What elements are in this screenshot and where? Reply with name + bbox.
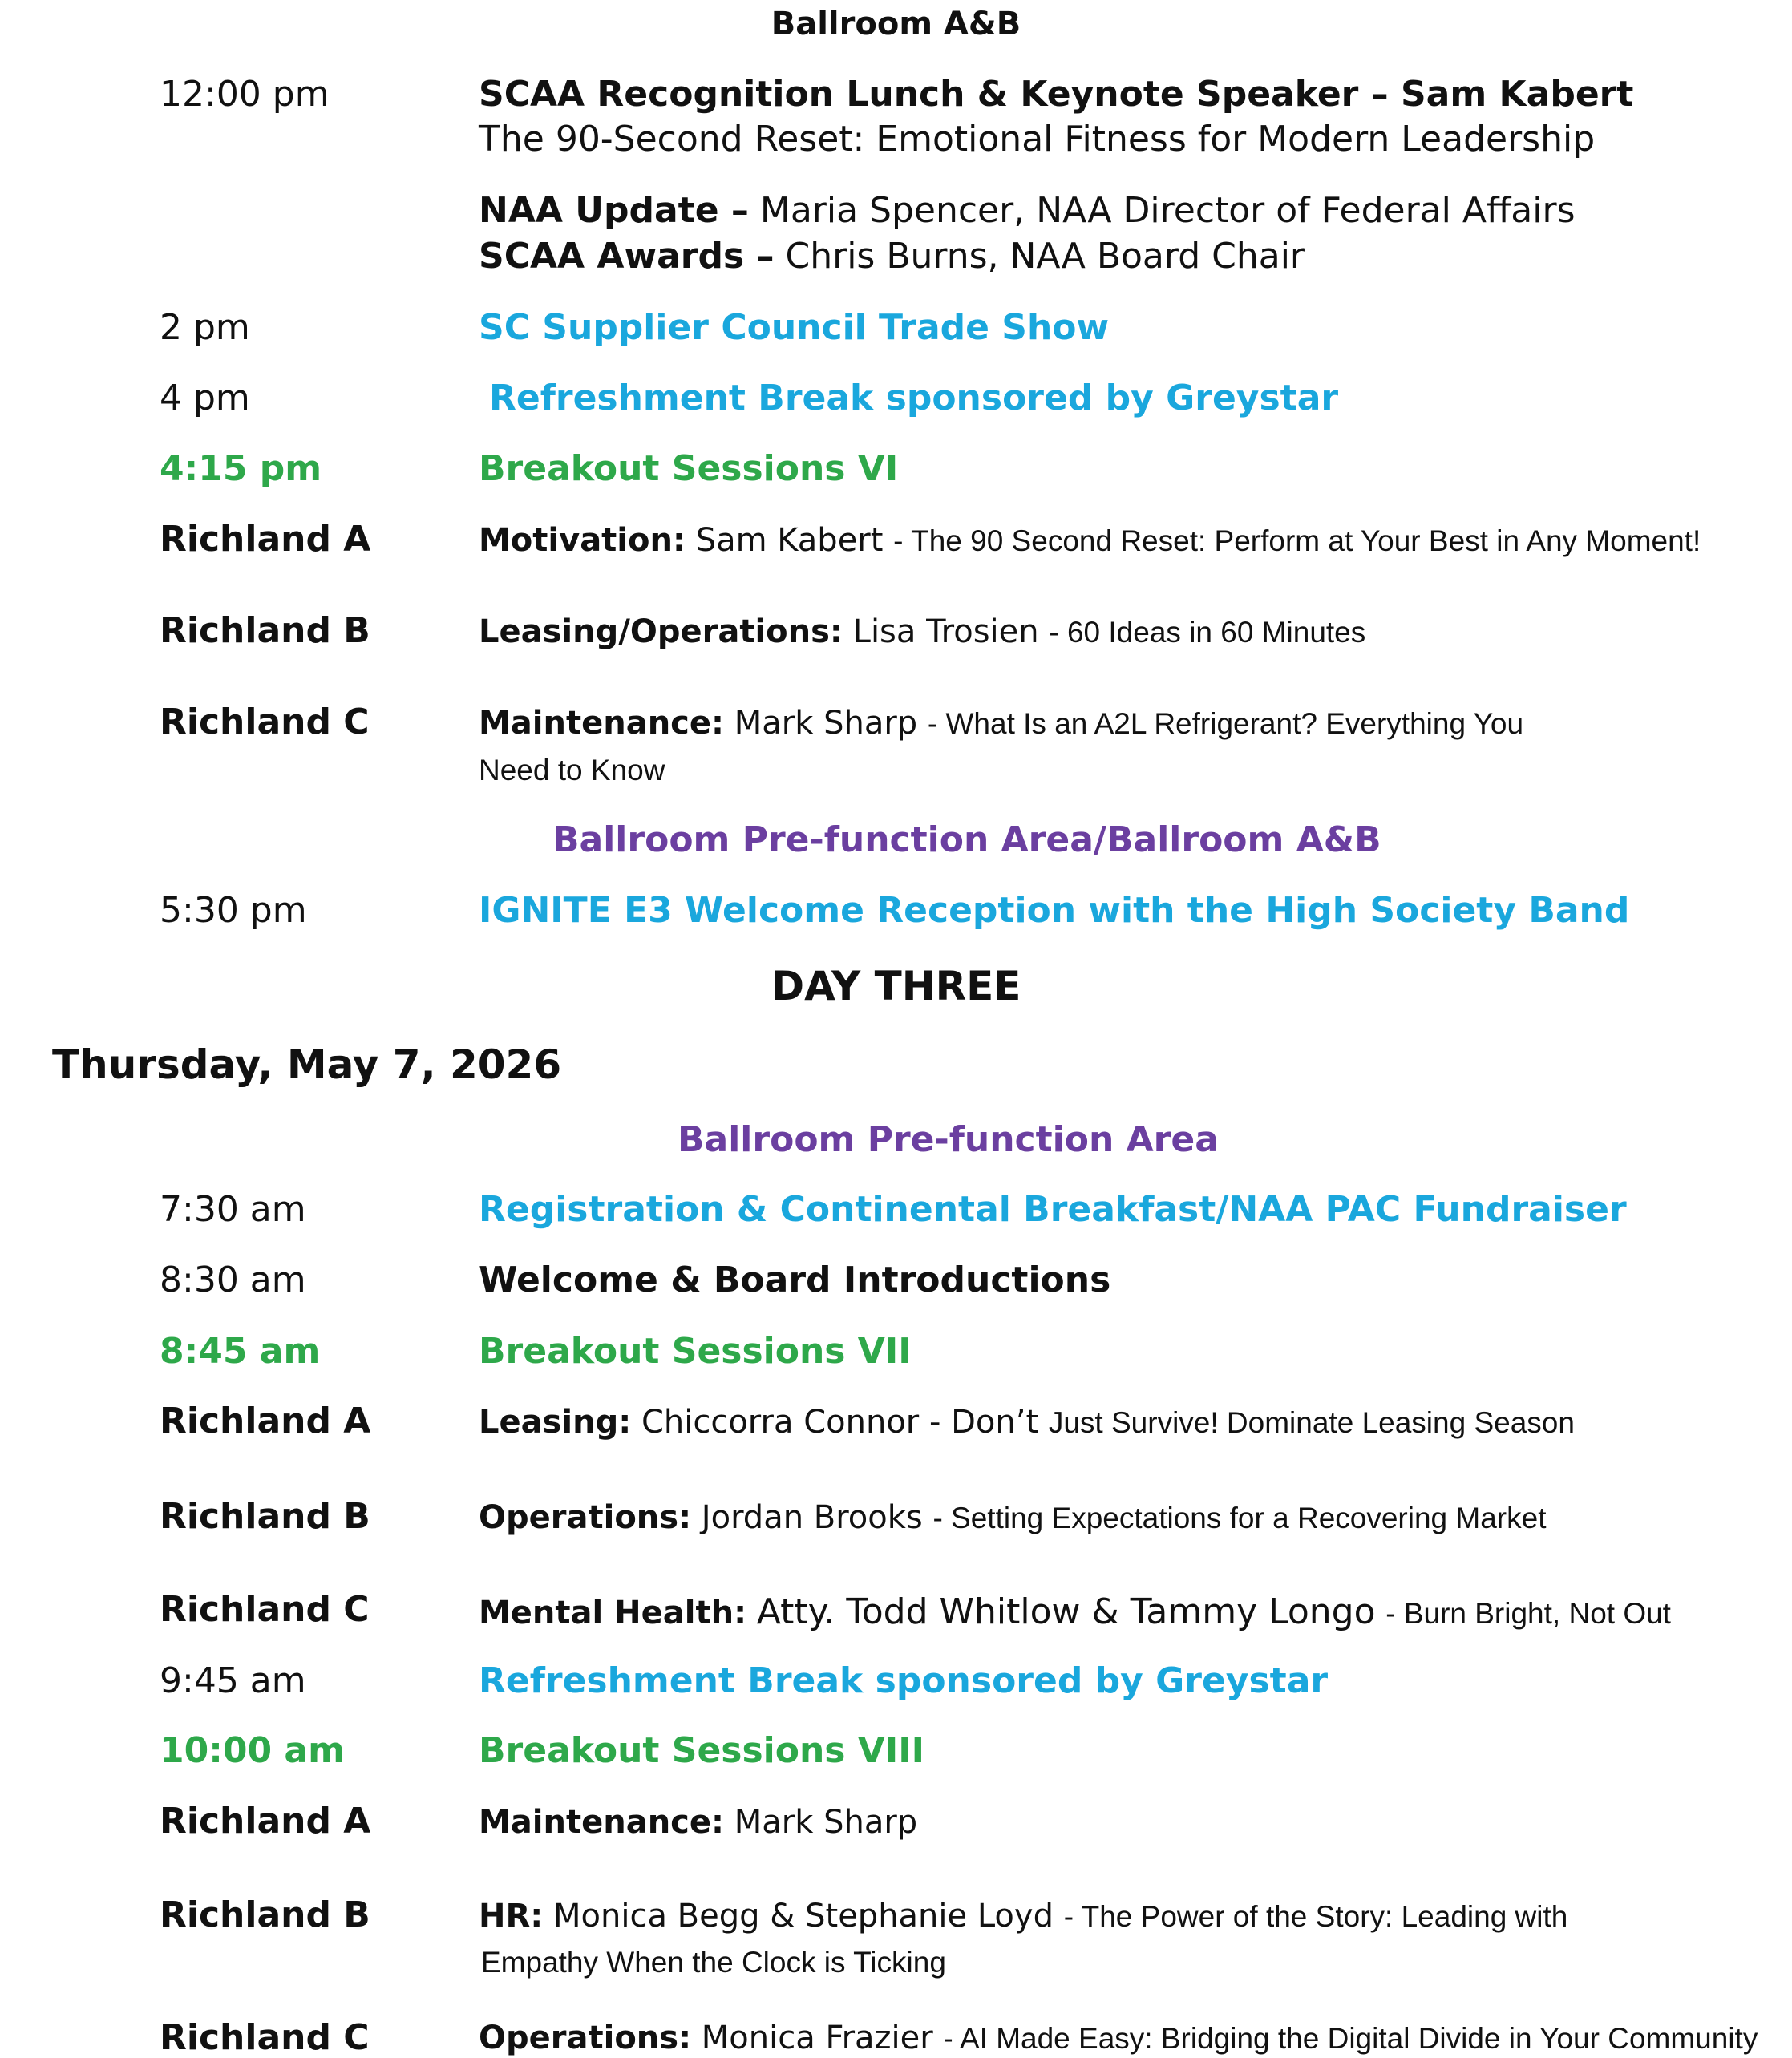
session-speaker: Mark Sharp bbox=[734, 1804, 918, 1841]
time-break-2: 9:45 am bbox=[160, 1660, 306, 1701]
session-speaker: Jordan Brooks bbox=[701, 1499, 923, 1536]
session-detail bbox=[479, 705, 1524, 742]
room-label: Richland B bbox=[160, 1496, 370, 1537]
break-2-title: Refreshment Break sponsored by Greystar bbox=[479, 1660, 1329, 1701]
time-sessions-7: 8:45 am bbox=[160, 1331, 321, 1372]
sessions-6-title: Breakout Sessions VI bbox=[479, 448, 899, 489]
session-speaker: Monica Begg & Stephanie Loyd bbox=[553, 1898, 1054, 1935]
session-topic: - Burn Bright, Not Out bbox=[1385, 1597, 1671, 1630]
time-reception: 5:30 pm bbox=[160, 890, 307, 931]
session-topic: Just Survive! Dominate Leasing Season bbox=[1048, 1406, 1575, 1439]
session-topic: - AI Made Easy: Bridging the Digital Divide in Your Community bbox=[943, 2022, 1758, 2055]
naa-update-label: NAA Update – bbox=[479, 190, 749, 231]
session-topic: - The Power of the Story: Leading with bbox=[1063, 1900, 1568, 1933]
room-label: Richland C bbox=[160, 2017, 370, 2058]
time-sessions-8: 10:00 am bbox=[160, 1730, 345, 1771]
scaa-awards-label: SCAA Awards – bbox=[479, 236, 775, 277]
session-topic-continued: Need to Know bbox=[479, 754, 665, 786]
session-category: Operations: bbox=[479, 1499, 692, 1536]
registration-title: Registration & Continental Breakfast/NAA PAC Fundraiser bbox=[479, 1189, 1627, 1230]
session-category: Leasing/Operations: bbox=[479, 613, 843, 650]
welcome-title: Welcome & Board Introductions bbox=[479, 1259, 1111, 1300]
venue-heading-prefunction-ballroom: Ballroom Pre-function Area/Ballroom A&B bbox=[552, 819, 1381, 860]
session-topic: - Setting Expectations for a Recovering Market bbox=[932, 1502, 1547, 1534]
session-speaker: Lisa Trosien bbox=[852, 613, 1039, 650]
day-heading: DAY THREE bbox=[771, 963, 1021, 1009]
room-label: Richland A bbox=[160, 1801, 371, 1842]
session-speaker: Chiccorra Connor - Don’t bbox=[641, 1404, 1039, 1441]
session-category: Operations: bbox=[479, 2020, 692, 2056]
time-trade-show: 2 pm bbox=[160, 307, 250, 348]
room-label: Richland B bbox=[160, 610, 370, 651]
room-label: Richland C bbox=[160, 1589, 370, 1630]
time-lunch: 12:00 pm bbox=[160, 74, 330, 115]
session-category: Leasing: bbox=[479, 1404, 632, 1441]
break-1-title: Refreshment Break sponsored by Greystar bbox=[489, 378, 1339, 418]
session-category: HR: bbox=[479, 1898, 544, 1935]
room-label: Richland A bbox=[160, 1401, 371, 1441]
session-detail bbox=[479, 1404, 1575, 1441]
session-speaker: Atty. Todd Whitlow & Tammy Longo bbox=[756, 1591, 1376, 1632]
lunch-title: SCAA Recognition Lunch & Keynote Speaker – Sam Kabert bbox=[479, 74, 1634, 115]
session-detail bbox=[479, 522, 1701, 559]
session-topic-continued: Empathy When the Clock is Ticking bbox=[481, 1946, 946, 1979]
session-detail bbox=[479, 1804, 918, 1841]
venue-heading-ballroom-ab: Ballroom A&B bbox=[771, 6, 1021, 42]
session-topic: - 60 Ideas in 60 Minutes bbox=[1049, 616, 1366, 649]
trade-show-title: SC Supplier Council Trade Show bbox=[479, 307, 1110, 348]
time-welcome: 8:30 am bbox=[160, 1259, 306, 1300]
session-detail bbox=[479, 2022, 1758, 2054]
time-sessions-6: 4:15 pm bbox=[160, 448, 322, 489]
venue-heading-prefunction: Ballroom Pre-function Area bbox=[678, 1119, 1219, 1160]
scaa-awards-line bbox=[479, 236, 1305, 277]
date-heading: Thursday, May 7, 2026 bbox=[52, 1041, 562, 1088]
scaa-awards-text: Chris Burns, NAA Board Chair bbox=[785, 236, 1305, 277]
session-topic: - What Is an A2L Refrigerant? Everything You bbox=[927, 707, 1524, 740]
room-label: Richland B bbox=[160, 1894, 370, 1935]
session-category: Motivation: bbox=[479, 522, 686, 559]
sessions-8-title: Breakout Sessions VIII bbox=[479, 1730, 924, 1771]
session-speaker: Mark Sharp bbox=[734, 705, 918, 742]
sessions-7-title: Breakout Sessions VII bbox=[479, 1331, 912, 1372]
room-label: Richland C bbox=[160, 701, 370, 742]
session-topic: - The 90 Second Reset: Perform at Your Best in Any Moment! bbox=[893, 524, 1701, 557]
session-speaker: Monica Frazier bbox=[701, 2020, 933, 2056]
reception-title: IGNITE E3 Welcome Reception with the High Society Band bbox=[479, 890, 1630, 931]
room-label: Richland A bbox=[160, 519, 371, 560]
time-registration: 7:30 am bbox=[160, 1189, 306, 1230]
session-detail bbox=[479, 613, 1366, 650]
time-break-1: 4 pm bbox=[160, 378, 250, 418]
lunch-subtitle: The 90-Second Reset: Emotional Fitness for Modern Leadership bbox=[479, 119, 1596, 160]
session-category: Maintenance: bbox=[479, 705, 725, 742]
session-speaker: Sam Kabert bbox=[695, 522, 884, 559]
naa-update-text: Maria Spencer, NAA Director of Federal Affairs bbox=[759, 190, 1576, 231]
session-category: Mental Health: bbox=[479, 1595, 747, 1631]
session-detail bbox=[479, 1898, 1568, 1935]
session-detail bbox=[479, 1499, 1547, 1536]
naa-update-line bbox=[479, 190, 1576, 231]
session-category: Maintenance: bbox=[479, 1804, 725, 1841]
session-detail bbox=[479, 1591, 1671, 1632]
